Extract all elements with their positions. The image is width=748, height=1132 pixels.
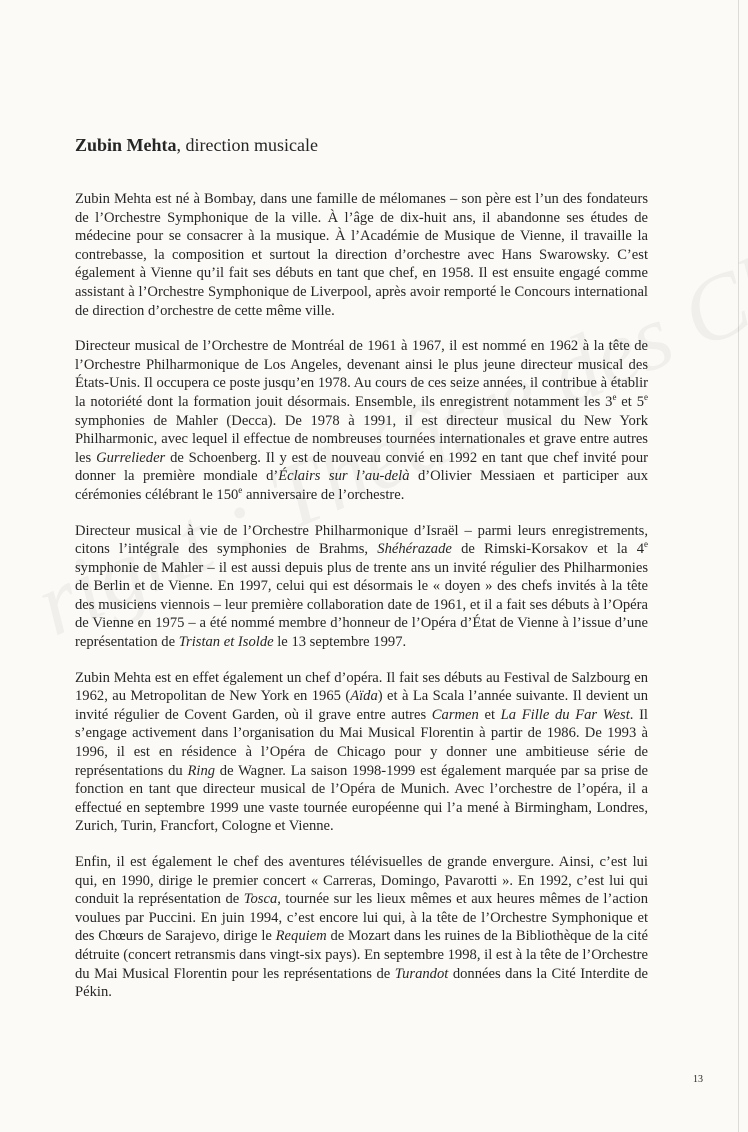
text-run: , tournée sur les lieux mêmes et aux heures mêmes de l’action voulues par Puccini. En juin 1994, c’est encore lui qui, à la tête de l’Orchestre Symphonique et des Chœurs de Sarajevo, dirige le [75,891,649,945]
text-run: de Rimski-Korsakov et la 4 [451,541,645,558]
text-run: symphonie de Mahler – il est aussi depuis plus de trente ans un invité régulier des Philharmonies de Berlin et de Vienne. En 1997, celui qui est désormais le « doyen » des chefs invités à la tête des musiciens viennois – leur première collaboration date de 1961, et il a fait ses débuts à l’Opéra de Vienne en 1975 – a été nommé membre d’honneur de l’Opéra d’État de Vienne à l’issue d’une représentation de [75,559,648,651]
italic-title: Ring [187,762,216,779]
biography-paragraph [75,853,648,1002]
text-run: symphonies de Mahler (Decca). De 1978 à 1991, il est directeur musical du New York Philharmonic, avec lequel il effectue de nombreuses tournées internationales et grave entre autres les [75,412,648,466]
text-run: le 13 septembre 1997. [273,634,407,651]
italic-title: Requiem [275,928,327,945]
text-run: Directeur musical à vie de l’Orchestre Philharmonique d’Israël – parmi leurs enregistrements, citons l’intégrale des symphonies de Brahms, [75,522,648,558]
text-run: . Il s’engage activement dans l’organisation du Mai Musical Florentin à partir de 1986. De 1993 à 1996, il est en résidence à l’Opéra de Chicago pour y donner une ambitieuse série de représentations du [75,706,648,779]
biography-paragraph [75,669,648,836]
biography-text [75,190,648,1019]
text-run: Directeur musical de l’Orchestre de Montréal de 1961 à 1967, il est nommé en 1962 à la tête de l’Orchestre Philharmonique de Los Angeles, devenant ainsi le plus jeune directeur musical des États-Unis. Il occupera ce poste jusqu’en 1978. Au cours de ces seize années, il contribue à établir la notoriété dont la formation jouit désormais. Ensemble, ils enregistrent notamment les 3 [75,338,648,410]
italic-title: Gurrelieder [96,449,166,466]
ordinal-superscript: e [644,539,649,550]
ordinal-superscript: e [238,485,243,496]
text-run: Zubin Mehta est en effet également un chef d’opéra. Il fait ses débuts au Festival de Salzbourg en 1962, au Metropolitan de New York en 1965 ( [75,669,648,705]
italic-title: Tosca [243,891,278,908]
italic-title: Turandot [394,965,449,982]
text-run: et 5 [616,393,644,410]
italic-title: Aïda [350,688,378,705]
text-run: d’Olivier Messiaen et participer aux cérémonies célébrant le 150 [75,468,648,503]
text-run: de Wagner. La saison 1998-1999 est également marquée par sa prise de fonction en tant que directeur musical de l’Opéra de Munich. Avec l’orchestre de l’opéra, il a effectué en septembre 1999 une vaste tournée européenne qui l’a mené à Birmingham, Londres, Zurich, Turin, Francfort, Cologne et Vienne. [75,762,649,835]
ordinal-superscript: e [644,392,648,403]
text-run: Zubin Mehta est né à Bombay, dans une famille de mélomanes – son père est l’un des fondateurs de l’Orchestre Symphonique de la ville. À l’âge de dix-huit ans, il abandonne ses études de médecine pour se consacrer à la musique. À l’Académie de Musique de Vienne, il travaille la contrebasse, la composition et surtout la direction d’orchestre avec Hans Swarowsky. C’est également à Vienne qu’il fait ses débuts en tant que chef, en 1958. Il est ensuite engagé comme assistant à l’Orchestre Symphonique de Liverpool, après avoir remporté le Concours international de direction d’orchestre de cette même ville. [75,191,648,319]
text-run: données dans la Cité Interdite de Pékin. [75,965,648,1001]
text-run: anniversaire de l’orchestre. [242,486,405,503]
italic-title: Carmen [431,706,479,723]
italic-title: La Fille du Far West [500,706,630,723]
italic-title: Shéhérazade [377,541,452,558]
page-edge-line [738,0,739,1132]
conductor-role: , direction musicale [176,135,318,155]
conductor-name: Zubin Mehta [75,135,177,155]
text-run: Enfin, il est également le chef des aventures télévisuelles de grande envergure. Ainsi, c’est lui qui, en 1990, dirige le premier concert « Carreras, Domingo, Pavarotti ». En 1992, c’est lui qui conduit la représentation de [75,854,648,908]
italic-title: Éclairs sur l’au-delà [278,468,410,485]
text-run: et [478,706,501,723]
text-run: ) et à La Scala l’année suivante. Il devient un invité régulier de Covent Garden, où il grave entre autres [75,688,648,723]
ordinal-superscript: e [612,392,617,403]
biography-paragraph [75,337,648,504]
text-run: de Schoenberg. Il y est de nouveau convié en 1992 en tant que chef invité pour donner la première mondiale d’ [75,449,648,485]
text-run: de Mozart dans les ruines de la Bibliothèque de la cité détruite (concert retransmis dans vingt-six pays). En septembre 1998, il est à la tête de l’Orchestre du Mai Musical Florentin pour les représentations de [75,928,648,982]
italic-title: Tristan et Isolde [178,634,274,651]
biography-paragraph [75,190,648,320]
page-number: 13 [693,1074,703,1085]
page-title [75,134,318,156]
biography-paragraph [75,522,648,652]
